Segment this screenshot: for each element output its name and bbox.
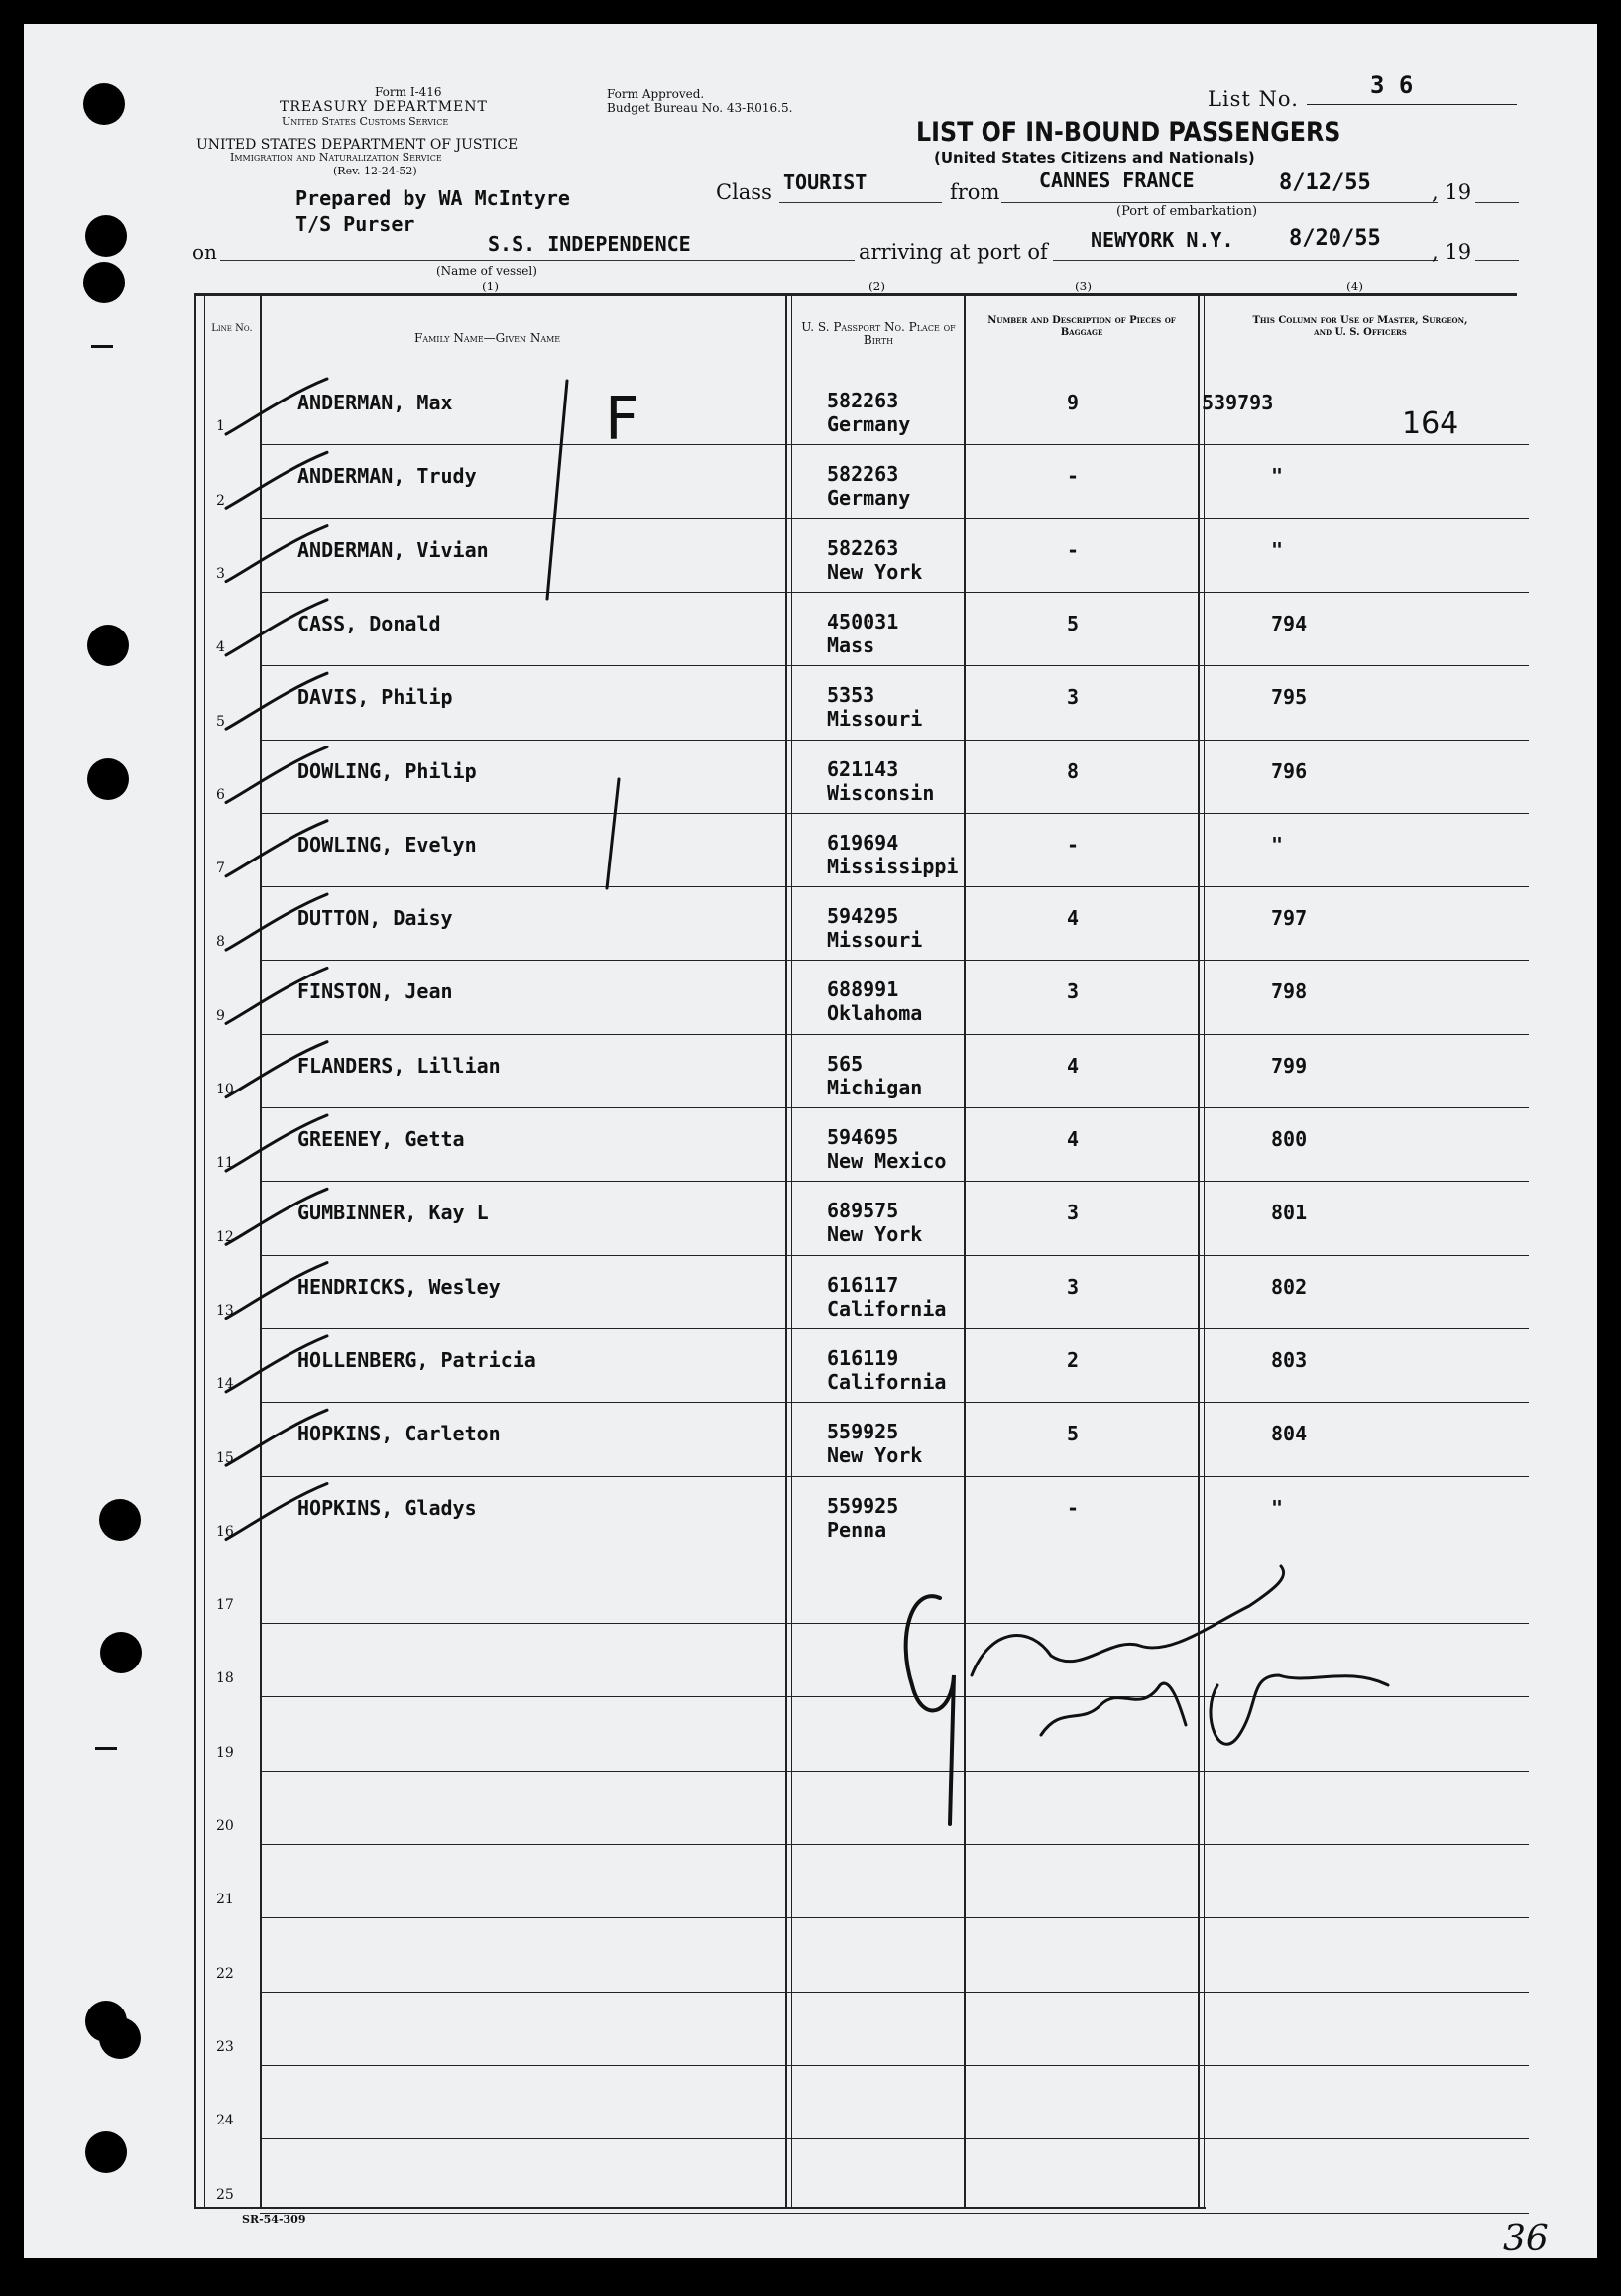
- form-subtitle: (United States Citizens and Nationals): [934, 149, 1255, 167]
- passenger-name: DAVIS, Philip: [297, 685, 453, 709]
- officer-entry: 539793: [1202, 391, 1274, 414]
- punch-hole-icon: [83, 83, 125, 125]
- table-row-rule: [260, 1255, 1529, 1256]
- place-of-birth: Michigan: [827, 1076, 923, 1099]
- passport-number: 450031: [827, 610, 899, 633]
- officer-entry: 796: [1271, 759, 1308, 783]
- officer-entry: ": [1271, 464, 1284, 488]
- table-row-rule: [260, 592, 1529, 593]
- officer-entry: 799: [1271, 1054, 1308, 1078]
- place-of-birth: Mass: [827, 633, 875, 657]
- form-title: LIST OF IN-BOUND PASSENGERS: [916, 117, 1341, 148]
- line-number: 16: [216, 1524, 234, 1540]
- col-header-baggage: Number and Description of Pieces of Baggage: [987, 315, 1176, 338]
- officer-entry: 804: [1271, 1422, 1308, 1445]
- line-number: 15: [216, 1450, 234, 1466]
- passenger-name: HOPKINS, Carleton: [297, 1422, 501, 1445]
- punch-hole-icon: [85, 2131, 127, 2173]
- line-number: 3: [216, 566, 225, 582]
- passport-number: 582263: [827, 389, 899, 412]
- place-of-birth: Oklahoma: [827, 1001, 923, 1025]
- table-bottom-border: [194, 2207, 1206, 2209]
- year-suffix-2: , 19: [1432, 240, 1472, 264]
- col-header-name: Family Name—Given Name: [414, 331, 561, 345]
- baggage-count: 2: [1067, 1348, 1080, 1372]
- passport-number: 565: [827, 1052, 864, 1076]
- line-number: 4: [216, 639, 225, 655]
- punch-hole-icon: [100, 1632, 142, 1673]
- officer-entry: ": [1271, 538, 1284, 562]
- arrival-date: 8/20/55: [1289, 226, 1381, 251]
- table-row-rule: [260, 1844, 1529, 1845]
- page-note: 36: [1503, 2219, 1549, 2259]
- table-row-rule: [260, 2213, 1529, 2214]
- table-row-rule: [260, 1107, 1529, 1108]
- officer-entry: 803: [1271, 1348, 1308, 1372]
- table-row-rule: [260, 740, 1529, 741]
- from-label: from: [950, 180, 1000, 204]
- baggage-count: 3: [1067, 1275, 1080, 1299]
- col-num-2: (2): [868, 280, 885, 293]
- port-embark-label: (Port of embarkation): [1116, 204, 1258, 219]
- immigration-service: Immigration and Naturalization Service: [230, 151, 442, 164]
- form-number: Form I-416: [375, 85, 442, 99]
- place-of-birth: California: [827, 1297, 947, 1320]
- officer-entry: 800: [1271, 1127, 1308, 1151]
- list-no-label: List No.: [1208, 87, 1299, 111]
- place-of-birth: Penna: [827, 1518, 887, 1542]
- passenger-name: ANDERMAN, Trudy: [297, 464, 477, 488]
- table-col-name-divider: [260, 293, 262, 2209]
- punch-hole-icon: [87, 758, 129, 800]
- line-number: 8: [216, 934, 225, 950]
- passport-number: 594295: [827, 904, 899, 928]
- baggage-count: 4: [1067, 1054, 1080, 1078]
- place-of-birth: New York: [827, 1222, 923, 1246]
- officer-entry: 802: [1271, 1275, 1308, 1299]
- handwritten-note: 164: [1402, 406, 1459, 441]
- class-value: TOURIST: [783, 171, 868, 194]
- place-of-birth: Wisconsin: [827, 781, 935, 805]
- embark-date: 8/12/55: [1279, 171, 1371, 195]
- form-approved: Form Approved.: [607, 87, 705, 101]
- col-num-1: (1): [482, 280, 499, 293]
- line-number: 20: [216, 1818, 234, 1834]
- vessel-line: [220, 260, 855, 261]
- passenger-name: HOPKINS, Gladys: [297, 1496, 477, 1520]
- passport-number: 619694: [827, 831, 899, 855]
- place-of-birth: California: [827, 1370, 947, 1394]
- officer-entry: 795: [1271, 685, 1308, 709]
- line-number: 24: [216, 2113, 234, 2128]
- table-row-rule: [260, 2065, 1529, 2066]
- prepared-title: T/S Purser: [295, 212, 415, 236]
- officer-entry: 794: [1271, 612, 1308, 635]
- passport-number: 616117: [827, 1273, 899, 1297]
- place-of-birth: New York: [827, 560, 923, 584]
- place-of-birth: Missouri: [827, 928, 923, 952]
- passenger-name: DOWLING, Evelyn: [297, 833, 477, 857]
- line-number: 10: [216, 1082, 234, 1097]
- arrival-line: [1053, 260, 1438, 261]
- table-row-rule: [260, 1696, 1529, 1697]
- margin-mark: [91, 345, 113, 348]
- line-number: 19: [216, 1745, 234, 1761]
- table-col-baggage-divider: [964, 293, 966, 2209]
- arrival-port: NEWYORK N.Y.: [1091, 228, 1234, 252]
- passenger-name: FINSTON, Jean: [297, 979, 453, 1003]
- col-header-officers: This Column for Use of Master, Surgeon, and U. S. Officers: [1252, 315, 1468, 338]
- punch-hole-icon: [87, 625, 129, 666]
- revision-date: (Rev. 12-24-52): [333, 165, 417, 177]
- line-number: 21: [216, 1892, 234, 1907]
- passenger-name: ANDERMAN, Max: [297, 391, 453, 414]
- line-number: 2: [216, 493, 225, 509]
- line-number: 22: [216, 1966, 234, 1982]
- passport-number: 559925: [827, 1494, 899, 1518]
- table-col-passport-divider-2: [791, 293, 792, 2209]
- passport-number: 559925: [827, 1420, 899, 1443]
- col-num-4: (4): [1346, 280, 1363, 293]
- table-row-rule: [260, 1992, 1529, 1993]
- table-row-rule: [260, 813, 1529, 814]
- passenger-name: DUTTON, Daisy: [297, 906, 453, 930]
- line-number: 9: [216, 1008, 225, 1024]
- baggage-count: 4: [1067, 1127, 1080, 1151]
- passenger-name: ANDERMAN, Vivian: [297, 538, 489, 562]
- place-of-birth: Germany: [827, 412, 911, 436]
- baggage-count: -: [1067, 1496, 1080, 1520]
- table-left-border: [194, 293, 196, 2209]
- table-row-rule: [260, 1476, 1529, 1477]
- punch-hole-icon: [99, 1499, 141, 1541]
- table-col-line-divider: [204, 293, 205, 2209]
- passenger-name: GREENEY, Getta: [297, 1127, 465, 1151]
- embark-port: CANNES FRANCE: [1039, 169, 1195, 192]
- punch-hole-icon: [83, 262, 125, 303]
- baggage-count: 3: [1067, 1201, 1080, 1224]
- place-of-birth: Germany: [827, 486, 911, 510]
- officer-entry: ": [1271, 1496, 1284, 1520]
- arriving-label: arriving at port of: [859, 240, 1048, 264]
- officer-entry: ": [1271, 833, 1284, 857]
- table-top-border: [194, 293, 1517, 296]
- baggage-count: -: [1067, 464, 1080, 488]
- passenger-name: DOWLING, Philip: [297, 759, 477, 783]
- table-col-passport-divider: [785, 293, 787, 2209]
- justice-dept: UNITED STATES DEPARTMENT OF JUSTICE: [196, 137, 519, 153]
- table-row-rule: [260, 1623, 1529, 1624]
- table-row-rule: [260, 444, 1529, 445]
- list-no-value: 3 6: [1370, 71, 1414, 99]
- line-number: 14: [216, 1376, 234, 1392]
- place-of-birth: Missouri: [827, 707, 923, 731]
- year-suffix-1: , 19: [1432, 180, 1472, 204]
- table-row-rule: [260, 1771, 1529, 1772]
- baggage-count: 5: [1067, 612, 1080, 635]
- table-row-rule: [260, 2138, 1529, 2139]
- class-line: [779, 202, 942, 203]
- passport-number: 582263: [827, 536, 899, 560]
- table-row-rule: [260, 1917, 1529, 1918]
- year-line-2: [1475, 260, 1519, 261]
- line-number: 25: [216, 2187, 234, 2203]
- vessel-name: S.S. INDEPENDENCE: [488, 232, 691, 256]
- list-no-line: [1307, 104, 1517, 105]
- baggage-count: 4: [1067, 906, 1080, 930]
- col-header-passport: U. S. Passport No. Place of Birth: [801, 320, 956, 347]
- line-number: 1: [216, 418, 225, 434]
- line-number: 7: [216, 861, 225, 876]
- baggage-count: 8: [1067, 759, 1080, 783]
- passenger-name: CASS, Donald: [297, 612, 441, 635]
- line-number: 11: [216, 1155, 234, 1171]
- table-row-rule: [260, 518, 1529, 519]
- place-of-birth: Mississippi: [827, 855, 959, 878]
- baggage-count: -: [1067, 833, 1080, 857]
- passport-number: 621143: [827, 757, 899, 781]
- table-col-officers-divider: [1198, 293, 1200, 2209]
- passport-number: 5353: [827, 683, 875, 707]
- col-header-line: Line No.: [211, 323, 253, 334]
- passenger-name: GUMBINNER, Kay L: [297, 1201, 489, 1224]
- baggage-count: 9: [1067, 391, 1080, 414]
- table-row-rule: [260, 1328, 1529, 1329]
- table-row-rule: [260, 1181, 1529, 1182]
- line-number: 13: [216, 1303, 234, 1319]
- passport-number: 582263: [827, 462, 899, 486]
- line-number: 17: [216, 1597, 234, 1613]
- passport-number: 689575: [827, 1199, 899, 1222]
- baggage-count: 3: [1067, 979, 1080, 1003]
- punch-hole-icon: [99, 2017, 141, 2059]
- table-row-rule: [260, 1402, 1529, 1403]
- baggage-count: 5: [1067, 1422, 1080, 1445]
- table-row-rule: [260, 960, 1529, 961]
- baggage-count: 3: [1067, 685, 1080, 709]
- from-line: [1001, 202, 1438, 203]
- margin-mark: [95, 1747, 117, 1750]
- line-number: 6: [216, 787, 225, 803]
- table-row-rule: [260, 886, 1529, 887]
- budget-bureau: Budget Bureau No. 43-R016.5.: [607, 101, 793, 115]
- table-right-border: [1204, 293, 1205, 2209]
- on-label: on: [192, 240, 217, 264]
- customs-service: United States Customs Service: [282, 115, 449, 128]
- vessel-label: (Name of vessel): [436, 264, 537, 278]
- officer-entry: 798: [1271, 979, 1308, 1003]
- baggage-count: -: [1067, 538, 1080, 562]
- line-number: 23: [216, 2039, 234, 2055]
- class-label: Class: [716, 180, 772, 204]
- table-row-rule: [260, 665, 1529, 666]
- line-number: 18: [216, 1670, 234, 1686]
- punch-hole-icon: [85, 215, 127, 257]
- prepared-by: Prepared by WA McIntyre: [295, 186, 570, 210]
- officer-entry: 801: [1271, 1201, 1308, 1224]
- passport-number: 616119: [827, 1346, 899, 1370]
- year-line-1: [1475, 202, 1519, 203]
- place-of-birth: New York: [827, 1443, 923, 1467]
- passport-number: 594695: [827, 1125, 899, 1149]
- handwritten-letter-f: F: [605, 385, 639, 454]
- col-num-3: (3): [1075, 280, 1092, 293]
- passenger-name: HENDRICKS, Wesley: [297, 1275, 501, 1299]
- form-code: SR-54-309: [242, 2213, 306, 2226]
- place-of-birth: New Mexico: [827, 1149, 947, 1173]
- passport-number: 688991: [827, 977, 899, 1001]
- passenger-name: HOLLENBERG, Patricia: [297, 1348, 536, 1372]
- line-number: 5: [216, 714, 225, 730]
- line-number: 12: [216, 1229, 234, 1245]
- officer-entry: 797: [1271, 906, 1308, 930]
- passenger-name: FLANDERS, Lillian: [297, 1054, 501, 1078]
- table-row-rule: [260, 1034, 1529, 1035]
- treasury-dept: TREASURY DEPARTMENT: [280, 99, 488, 115]
